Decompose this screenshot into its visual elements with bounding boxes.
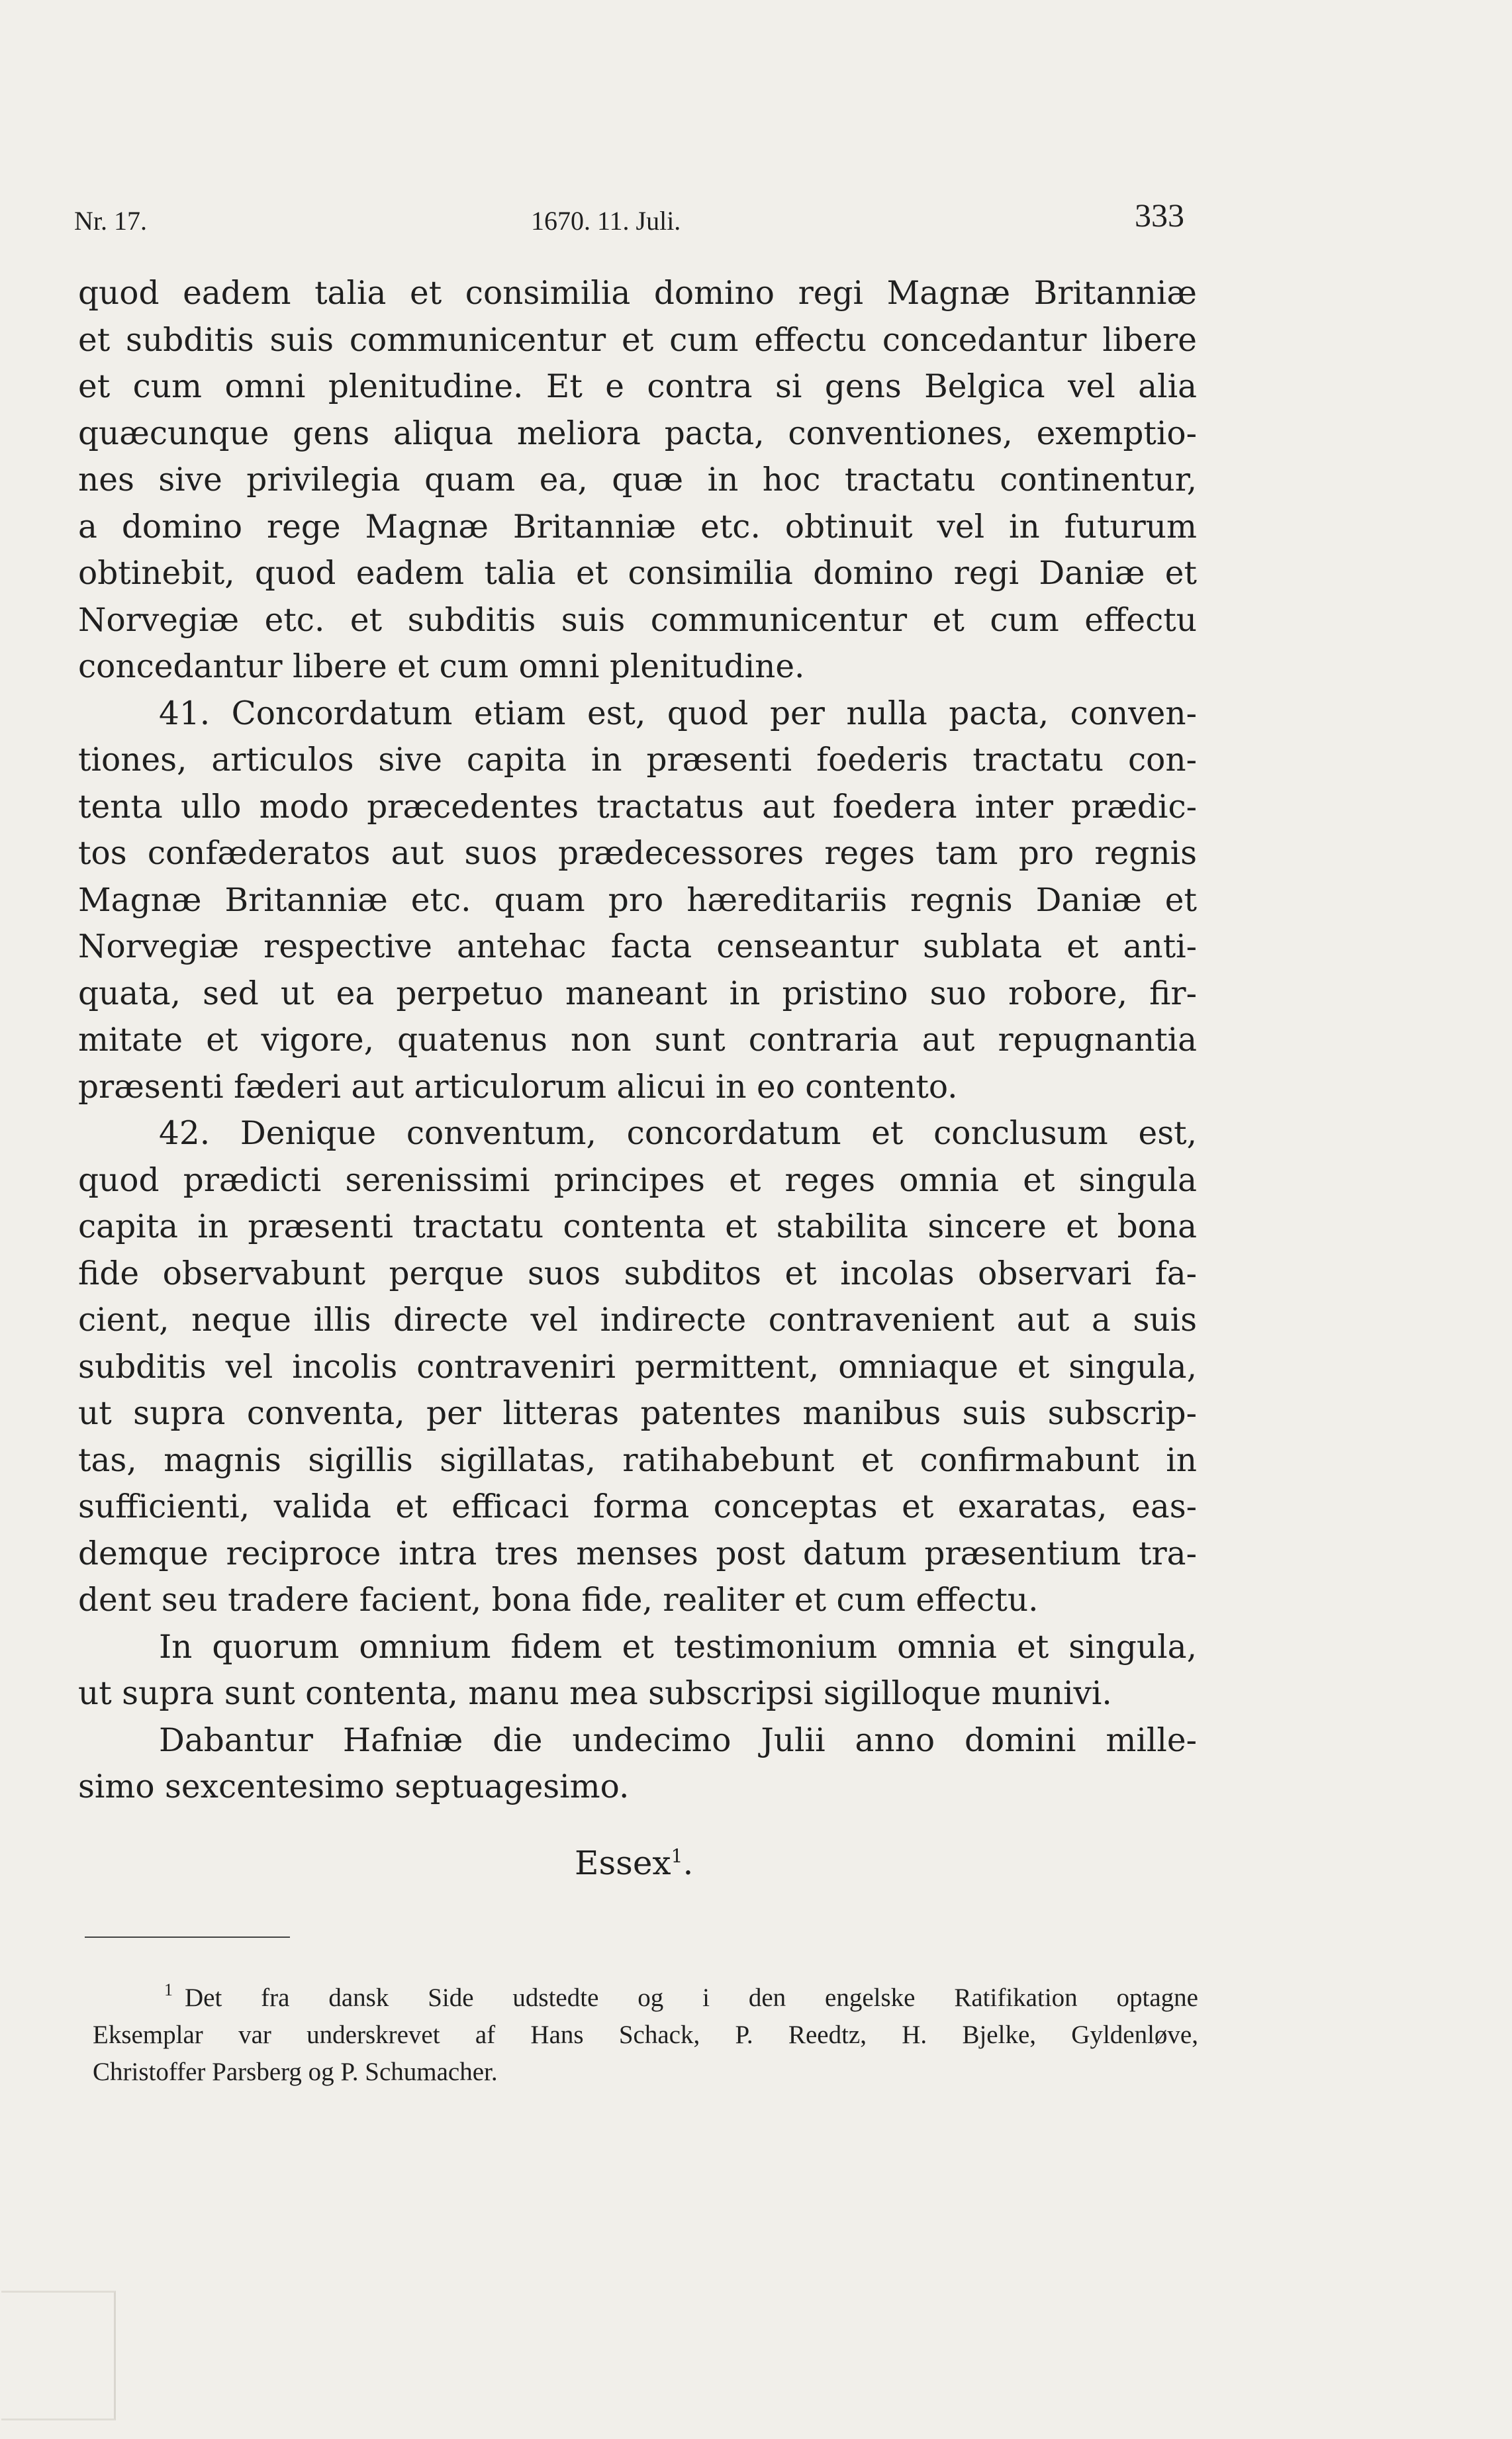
footnote-text: Det fra dansk Side udstedte og i den engelske Ratifikation optagne xyxy=(185,1984,1198,2012)
footnote-line: Eksemplar var underskrevet af Hans Schack, P. Reedtz, H. Bjelke, Gyldenløve, xyxy=(93,2021,1198,2049)
running-header xyxy=(74,196,1194,249)
text-line: tas, magnis sigillis sigillatas, ratihabebunt et confirmabunt in xyxy=(78,1441,1197,1479)
text-line: et cum omni plenitudine. Et e contra si gens Belgica vel alia xyxy=(78,368,1197,405)
document-date: 1670. 11. Juli. xyxy=(531,206,681,236)
attestation-start: In quorum omnium fidem et testimonium omnia et singula, xyxy=(159,1628,1197,1666)
text-line: nes sive privilegia quam ea, quæ in hoc tractatu continentur, xyxy=(78,461,1197,499)
signature-period: . xyxy=(683,1844,694,1882)
text-line: tos confæderatos aut suos prædecessores reges tam pro regnis xyxy=(78,835,1197,872)
text-line: quod prædicti serenissimi principes et reges omnia et singula xyxy=(78,1161,1197,1199)
text-line: ut supra conventa, per litteras patentes manibus suis subscrip- xyxy=(78,1395,1197,1432)
document-number: Nr. 17. xyxy=(74,206,147,236)
text-line: sufficienti, valida et efficaci forma conceptas et exaratas, eas- xyxy=(78,1488,1197,1525)
footnote-divider xyxy=(85,1937,290,1938)
text-line: quata, sed ut ea perpetuo maneant in pristino suo robore, fir- xyxy=(78,975,1197,1012)
text-line: simo sexcentesimo septuagesimo. xyxy=(78,1768,630,1805)
footnote-line xyxy=(93,1972,1198,2017)
text-line: quæcunque gens aliqua meliora pacta, conventiones, exemptio- xyxy=(78,414,1197,452)
footnote-reference[interactable]: 1 xyxy=(671,1845,683,1867)
text-line: obtinebit, quod eadem talia et consimilia domino regi Daniæ et xyxy=(78,555,1197,592)
article-41-start: 41. Concordatum etiam est, quod per nulla pacta, conven- xyxy=(159,694,1197,732)
text-line: cient, neque illis directe vel indirecte contravenient aut a suis xyxy=(78,1302,1197,1339)
scan-artifact xyxy=(1,2291,116,2420)
dating-clause-start: Dabantur Hafniæ die undecimo Julii anno domini mille- xyxy=(159,1721,1197,1759)
footnotes xyxy=(93,1972,1198,2091)
treaty-text xyxy=(78,270,1197,1811)
text-line: demque reciproce intra tres menses post datum præsentium tra- xyxy=(78,1535,1197,1572)
text-line: dent seu tradere facient, bona fide, realiter et cum effectu. xyxy=(78,1582,1039,1619)
article-42-start: 42. Denique conventum, concordatum et conclusum est, xyxy=(159,1115,1197,1152)
text-line: tenta ullo modo præcedentes tractatus aut foedera inter prædic- xyxy=(78,788,1197,826)
text-line: præsenti fæderi aut articulorum alicui in eo contento. xyxy=(78,1068,958,1106)
text-line: Norvegiæ respective antehac facta censeantur sublata et anti- xyxy=(78,928,1197,965)
text-line: mitate et vigore, quatenus non sunt contraria aut repugnantia xyxy=(78,1022,1197,1059)
text-line: subditis vel incolis contraveniri permittent, omniaque et singula, xyxy=(78,1348,1197,1386)
text-line: quod eadem talia et consimilia domino regi Magnæ Britanniæ xyxy=(78,275,1197,312)
text-line: et subditis suis communicentur et cum effectu concedantur libere xyxy=(78,321,1197,359)
page-number: 333 xyxy=(1135,197,1184,234)
footnote-line: Christoffer Parsberg og P. Schumacher. xyxy=(93,2058,498,2086)
text-line: fide observabunt perque suos subditos et incolas observari fa- xyxy=(78,1255,1197,1292)
text-line: Norvegiæ etc. et subditis suis communicentur et cum effectu xyxy=(78,601,1197,639)
footnote-marker: 1 xyxy=(164,1980,173,1999)
signatory-name: Essex xyxy=(575,1844,671,1882)
signature xyxy=(575,1844,693,1882)
text-line: capita in præsenti tractatu contenta et stabilita sincere et bona xyxy=(78,1208,1197,1245)
text-line: Magnæ Britanniæ etc. quam pro hæreditariis regnis Daniæ et xyxy=(78,881,1197,919)
text-line: tiones, articulos sive capita in præsenti foederis tractatu con- xyxy=(78,741,1197,779)
text-line: ut supra sunt contenta, manu mea subscripsi sigilloque munivi. xyxy=(78,1675,1112,1712)
text-line: a domino rege Magnæ Britanniæ etc. obtinuit vel in futurum xyxy=(78,508,1197,546)
text-line: concedantur libere et cum omni plenitudine. xyxy=(78,648,805,685)
